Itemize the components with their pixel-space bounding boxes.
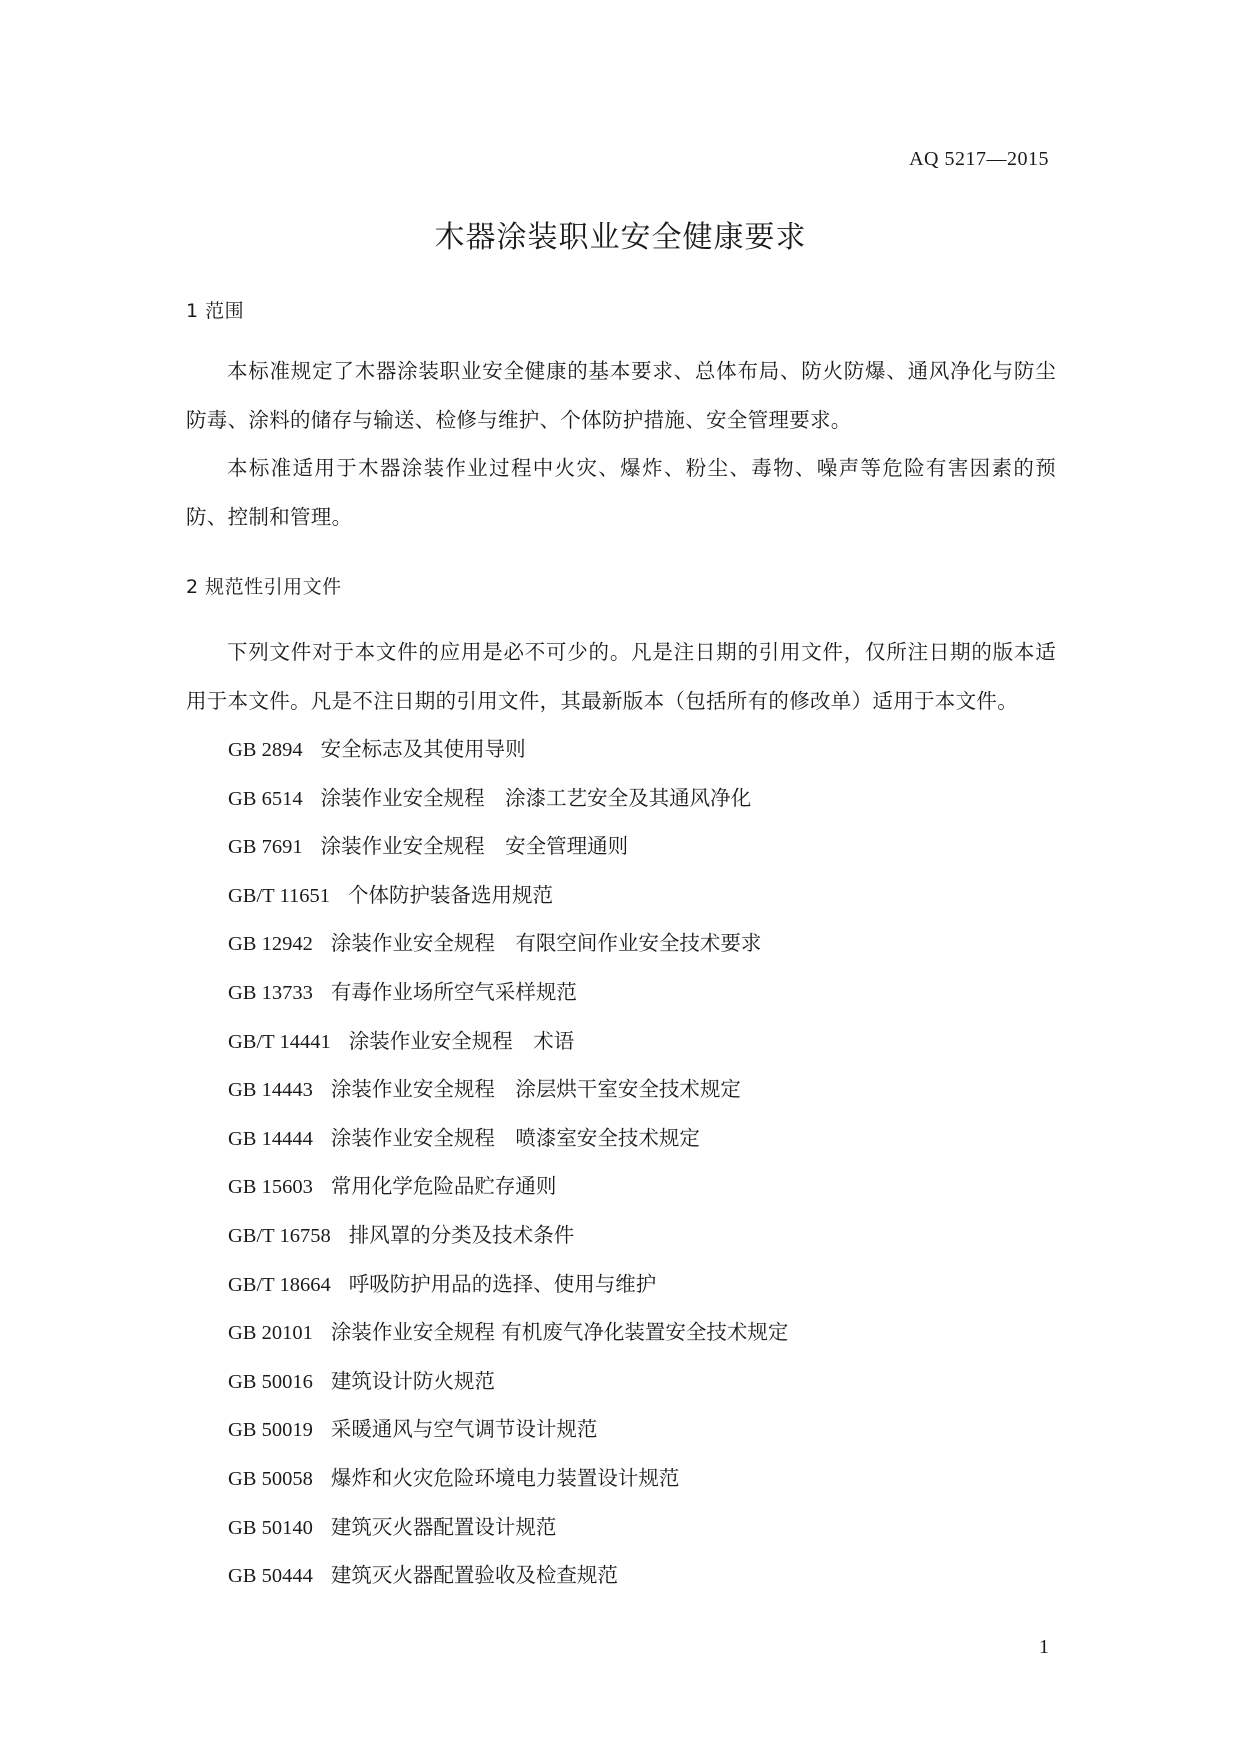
section-1-paragraph-applicability: 本标准适用于木器涂装作业过程中火灾、爆炸、粉尘、毒物、噪声等危险有害因素的预防、控制和管理。 <box>186 456 1056 529</box>
reference-code: GB 20101 <box>228 1322 313 1345</box>
reference-item <box>228 1357 788 1406</box>
reference-code: GB 50140 <box>228 1516 313 1539</box>
reference-item <box>228 1065 788 1114</box>
reference-code: GB/T 18664 <box>228 1273 331 1296</box>
reference-code: GB/T 11651 <box>228 884 330 907</box>
reference-title: 涂装作业安全规程 涂漆工艺安全及其通风净化 <box>320 785 752 810</box>
reference-item <box>228 871 788 920</box>
reference-item <box>228 774 788 823</box>
reference-item <box>228 968 788 1017</box>
reference-list <box>228 725 788 1600</box>
reference-title: 建筑设计防火规范 <box>330 1368 495 1393</box>
reference-code: GB 14444 <box>228 1127 313 1150</box>
reference-code: GB 50444 <box>228 1565 313 1588</box>
reference-code: GB 50058 <box>228 1467 313 1490</box>
section-1-heading: 1 范围 <box>186 300 245 322</box>
reference-title: 安全标志及其使用导则 <box>320 737 526 761</box>
reference-item <box>228 1551 788 1600</box>
reference-item <box>228 725 788 774</box>
section-1-paragraph-scope: 本标准规定了木器涂装职业安全健康的基本要求、总体布局、防火防爆、通风净化与防尘防毒、涂料的储存与输送、检修与维护、个体防护措施、安全管理要求。 <box>186 359 1056 432</box>
reference-item <box>228 919 788 968</box>
reference-title: 常用化学危险品贮存通则 <box>330 1174 557 1199</box>
reference-title: 爆炸和火灾危险环境电力装置设计规范 <box>330 1465 680 1490</box>
reference-item <box>228 1211 788 1260</box>
reference-code: GB 50019 <box>228 1419 313 1442</box>
reference-code: GB 14443 <box>228 1079 313 1102</box>
reference-title: 建筑灭火器配置验收及检查规范 <box>330 1563 618 1588</box>
reference-title: 涂装作业安全规程 安全管理通则 <box>320 834 629 859</box>
page-number: 1 <box>1039 1636 1049 1658</box>
standard-code: AQ 5217—2015 <box>909 148 1049 170</box>
reference-item <box>228 1308 788 1357</box>
reference-title: 涂装作业安全规程 有限空间作业安全技术要求 <box>330 931 762 956</box>
reference-title: 建筑灭火器配置设计规范 <box>330 1514 557 1539</box>
reference-item <box>228 1017 788 1066</box>
reference-title: 呼吸防护用品的选择、使用与维护 <box>348 1271 657 1296</box>
reference-code: GB 7691 <box>228 836 303 859</box>
reference-title: 有毒作业场所空气采样规范 <box>330 979 577 1004</box>
reference-code: GB 13733 <box>228 981 313 1004</box>
reference-code: GB/T 14441 <box>228 1030 331 1053</box>
reference-item <box>228 1503 788 1552</box>
reference-title: 个体防护装备选用规范 <box>347 882 553 907</box>
reference-title: 涂装作业安全规程 涂层烘干室安全技术规定 <box>330 1077 741 1102</box>
reference-code: GB 12942 <box>228 933 313 956</box>
reference-title: 涂装作业安全规程 有机废气净化装置安全技术规定 <box>330 1320 789 1345</box>
reference-title: 采暖通风与空气调节设计规范 <box>330 1417 598 1442</box>
reference-item <box>228 1162 788 1211</box>
reference-item <box>228 1454 788 1503</box>
reference-item <box>228 822 788 871</box>
reference-code: GB 2894 <box>228 739 303 761</box>
reference-code: GB 15603 <box>228 1176 313 1199</box>
section-2-heading: 2 规范性引用文件 <box>186 576 342 598</box>
reference-title: 排风罩的分类及技术条件 <box>348 1222 575 1247</box>
reference-code: GB 6514 <box>228 787 303 810</box>
reference-code: GB 50016 <box>228 1370 313 1393</box>
document-title: 木器涂装职业安全健康要求 <box>434 220 807 255</box>
reference-code: GB/T 16758 <box>228 1224 331 1247</box>
reference-title: 涂装作业安全规程 术语 <box>348 1028 575 1053</box>
reference-item <box>228 1405 788 1454</box>
reference-item <box>228 1260 788 1309</box>
section-2-intro: 下列文件对于本文件的应用是必不可少的。凡是注日期的引用文件，仅所注日期的版本适用于本文件。凡是不注日期的引用文件，其最新版本（包括所有的修改单）适用于本文件。 <box>186 640 1056 713</box>
reference-item <box>228 1114 788 1163</box>
reference-title: 涂装作业安全规程 喷漆室安全技术规定 <box>330 1125 700 1150</box>
